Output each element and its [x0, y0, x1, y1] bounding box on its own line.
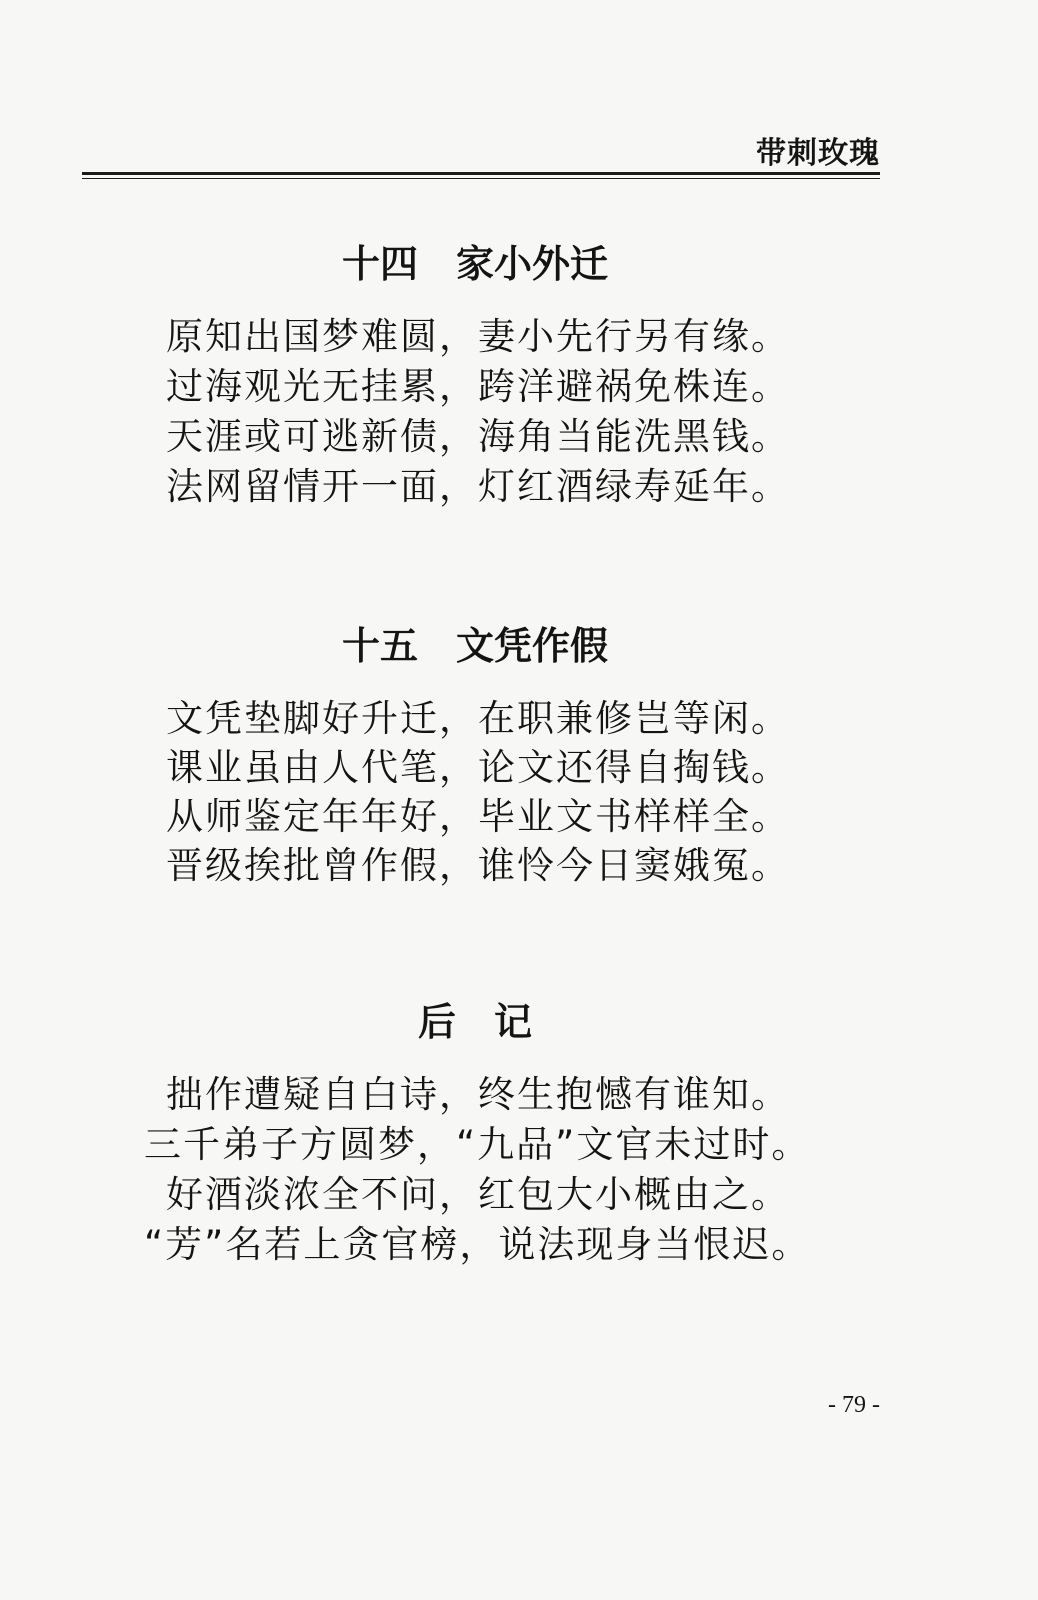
poem-line: 法网留情开一面，灯红酒绿寿延年。	[166, 465, 790, 508]
section-title: 十五 文凭作假	[341, 623, 608, 668]
header-rule-thick	[82, 172, 880, 175]
poem-line: 好酒淡浓全不问，红包大小概由之。	[166, 1173, 790, 1216]
poem-line: “芳”名若上贪官榜，说法现身当恨迟。	[144, 1223, 811, 1266]
section-title: 十四 家小外迁	[341, 241, 608, 286]
poem-line: 文凭垫脚好升迁，在职兼修岂等闲。	[166, 697, 790, 740]
poem-line: 晋级挨批曾作假，谁怜今日窦娥冤。	[166, 844, 790, 887]
poem-line: 三千弟子方圆梦，“九品”文官未过时。	[144, 1123, 811, 1166]
poem-line: 原知出国梦难圆，妻小先行另有缘。	[166, 315, 790, 358]
poem-line: 从师鉴定年年好，毕业文书样样全。	[166, 795, 790, 838]
poem-line: 课业虽由人代笔，论文还得自掏钱。	[166, 746, 790, 789]
poem-line: 拙作遭疑自白诗，终生抱憾有谁知。	[166, 1073, 790, 1116]
poem-line: 天涯或可逃新债，海角当能洗黑钱。	[166, 415, 790, 458]
poem-line: 过海观光无挂累，跨洋避祸免株连。	[166, 365, 790, 408]
running-head: 带刺玫瑰	[756, 136, 880, 171]
section-title: 后 记	[417, 999, 532, 1044]
header-rule-thin	[82, 178, 880, 179]
page-number: - 79 -	[828, 1392, 880, 1418]
